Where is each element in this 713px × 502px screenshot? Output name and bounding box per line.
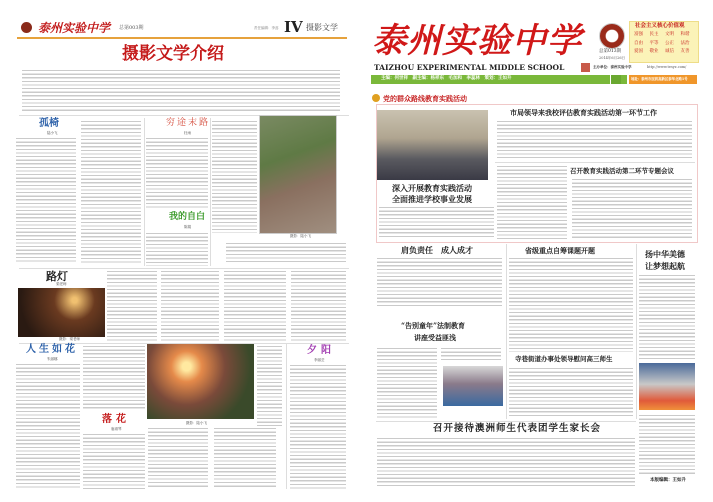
page-editor: 本版编辑：王如升 — [650, 478, 686, 483]
article-title: 穷途末路 — [166, 118, 211, 128]
article-text — [377, 348, 437, 418]
article-text — [16, 138, 76, 264]
article-title: 我的自白 — [169, 212, 206, 222]
school-logo-icon — [21, 22, 32, 33]
article-text — [148, 428, 208, 488]
article-text — [83, 346, 145, 411]
left-page — [14, 18, 357, 488]
article-title: 路灯 — [46, 270, 68, 283]
divider — [210, 118, 211, 266]
core-value-item: 法治 — [680, 40, 690, 46]
headline-h6b: 讲座受益匪浅 — [414, 333, 456, 342]
headline-h3: 肩负责任 成人成才 — [401, 245, 473, 255]
divider — [636, 244, 637, 419]
masthead-url: http://www.tesyz.com/ — [647, 65, 687, 69]
article-title: 夕阳 — [307, 345, 335, 356]
staff-bar — [371, 75, 627, 84]
photo-caption: 摄影：陆小飞 — [186, 421, 207, 425]
header-issue: 总第003期 — [119, 25, 144, 31]
header-section: 摄影文学 — [306, 23, 338, 32]
page-number: IV — [284, 18, 303, 36]
article-text — [572, 179, 692, 239]
page-title: 摄影文学介绍 — [122, 44, 224, 64]
headline-lead: 深入开展教育实践活动 — [392, 183, 472, 193]
right-page — [367, 18, 703, 488]
article-text — [290, 365, 346, 489]
masthead-sponsor: 主办单位：泰州实验中学 — [593, 65, 632, 69]
article-text — [509, 258, 633, 352]
article-text — [83, 434, 145, 489]
header-rule — [17, 37, 347, 39]
article-title: 孤椅 — [39, 118, 59, 129]
core-value-item: 自由 — [634, 40, 643, 46]
article-text — [212, 121, 257, 233]
staff-text: 主编：何世祥 副主编：杨祥东 毛加和 李蕊林 策划：王如升 — [381, 76, 512, 81]
core-values-title: 社会主义核心价值观 — [635, 23, 685, 29]
article-text — [639, 415, 695, 475]
article-text — [161, 271, 219, 341]
core-value-item: 文明 — [665, 32, 674, 37]
article-author: 陈娟 — [184, 225, 191, 229]
article-text — [146, 138, 208, 208]
core-value-item: 公正 — [665, 40, 674, 46]
core-value-item: 敬业 — [649, 49, 659, 54]
article-text — [16, 364, 80, 489]
article-text — [377, 258, 502, 306]
headline-h7: 寺巷街道办事处领导慰问高三师生 — [515, 355, 613, 363]
article-text — [81, 121, 141, 264]
seal-icon — [581, 63, 590, 72]
core-values-box — [629, 21, 699, 63]
headline-h1: 市局领导来我校评估教育实践活动第一环节工作 — [510, 108, 657, 117]
core-values-list — [634, 33, 696, 55]
headline-h2: 召开教育实践活动第二环节专题会议 — [570, 167, 674, 175]
article-text — [497, 121, 692, 159]
article-text — [377, 438, 635, 486]
article-text — [639, 275, 695, 361]
ceremony-photo — [639, 363, 695, 410]
article-text — [226, 243, 346, 263]
article-text — [257, 346, 282, 426]
header-editor: 责任编辑：李蕊 — [254, 26, 279, 30]
article-author: 陆小飞 — [47, 131, 58, 135]
article-text — [146, 233, 208, 266]
masthead-title: 泰州实验中学 — [372, 21, 582, 61]
article-text — [497, 166, 567, 239]
article-author: 唐淑琴 — [111, 427, 122, 431]
meeting-photo — [377, 110, 488, 180]
intro-text — [22, 70, 340, 112]
section-banner: 党的群众路线教育实践活动 — [383, 94, 467, 103]
photo-caption: 摄影：陆小飞 — [290, 234, 311, 238]
core-value-item: 和谐 — [680, 32, 690, 37]
school-emblem-icon — [599, 23, 625, 49]
divider — [144, 118, 145, 266]
article-title: 落花 — [102, 414, 130, 425]
article-author: 李丽芸 — [314, 358, 325, 362]
address-text: 地址：泰州市医药高新区泰华北路1号 — [631, 77, 688, 81]
headline-h5b: 让梦想起航 — [645, 261, 685, 271]
masthead-issue: 总第013期 — [599, 49, 622, 54]
photo-caption: 摄影：梁老师 — [59, 337, 80, 341]
article-title: 人生如花 — [26, 344, 78, 355]
headline-h5a: 扬中华美德 — [645, 249, 685, 259]
staff-bar-end — [610, 75, 621, 84]
article-text — [107, 271, 157, 341]
address-bar — [629, 75, 697, 84]
article-text — [214, 428, 276, 488]
article-author: 朱丽娜 — [47, 357, 58, 361]
masthead-date: 2014年6月26日 — [599, 56, 626, 60]
divider — [495, 162, 695, 163]
masthead-english: TAIZHOU EXPERIMENTAL MIDDLE SCHOOL — [374, 63, 565, 72]
core-value-item: 民主 — [649, 32, 659, 37]
divider — [376, 421, 636, 422]
article-text — [509, 368, 633, 418]
lecture-photo — [443, 366, 503, 406]
article-author: 杜雨 — [184, 131, 191, 135]
headline-h8: 召开接待澳洲师生代表团学生家长会 — [433, 423, 602, 434]
article-text — [379, 207, 494, 239]
core-value-item: 爱国 — [634, 49, 643, 54]
stairs-photo — [259, 115, 337, 234]
core-value-item: 平等 — [649, 40, 659, 46]
core-value-item: 富强 — [634, 32, 643, 37]
sunset-photo — [147, 344, 254, 419]
headline-lead-sub: 全面推进学校事业发展 — [392, 194, 472, 204]
headline-h6a: “告别童年”法制教育 — [401, 321, 466, 330]
street-lamp-photo — [18, 288, 105, 337]
article-author: 梁老师 — [56, 282, 67, 286]
header-school: 泰州实验中学 — [38, 21, 111, 35]
headline-h4: 省级重点自筹课题开题 — [525, 246, 595, 255]
article-text — [291, 271, 346, 341]
divider — [286, 344, 287, 489]
divider — [19, 268, 349, 269]
core-value-item: 友善 — [680, 49, 690, 54]
article-text — [441, 348, 501, 362]
party-emblem-icon — [372, 94, 380, 102]
article-text — [224, 271, 286, 341]
divider — [506, 244, 507, 419]
core-value-item: 诚信 — [665, 49, 674, 54]
